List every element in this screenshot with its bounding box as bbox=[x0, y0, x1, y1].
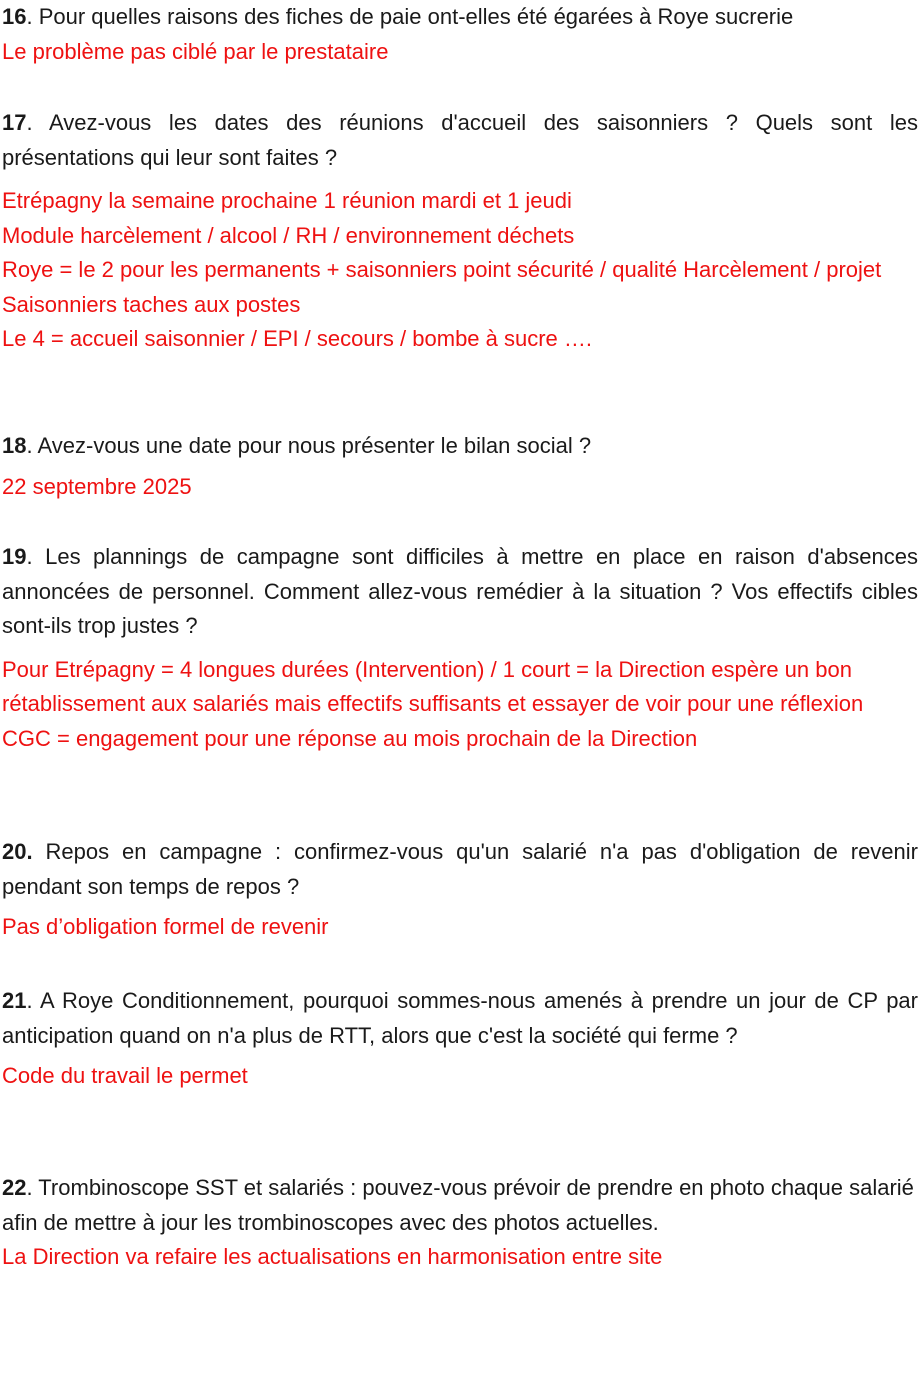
question-number: 19 bbox=[2, 544, 27, 569]
question-block-18 bbox=[2, 429, 918, 504]
answer-line: Le problème pas ciblé par le prestataire bbox=[2, 38, 389, 64]
answer-line: Module harcèlement / alcool / RH / environnement déchets bbox=[2, 222, 575, 248]
question-number: 21 bbox=[2, 988, 27, 1013]
answer-line: Saisonniers taches aux postes bbox=[2, 291, 301, 317]
answer-line: Code du travail le permet bbox=[2, 1063, 248, 1088]
answer-line: Etrépagny la semaine prochaine 1 réunion mardi et 1 jeudi bbox=[2, 188, 572, 213]
question-text: 22. Trombinoscope SST et salariés : pouvez-vous prévoir de prendre en photo chaque salarié afin de mettre à jour les trombinoscopes avec des photos actuelles. bbox=[2, 1175, 914, 1235]
answer-line: Roye = le 2 pour les permanents + saisonniers point sécurité / qualité Harcèlement / projet bbox=[2, 257, 882, 282]
question-text: 19. Les plannings de campagne sont difficiles à mettre en place en raison d'absences annoncées de personnel. Comment allez-vous remédier à la situation ? Vos effectifs cibles sont-ils trop justes ? bbox=[2, 544, 918, 638]
answer-line: Le 4 = accueil saisonnier / EPI / secours / bombe à sucre …. bbox=[2, 326, 593, 351]
question-block-17 bbox=[2, 106, 918, 357]
question-block-22 bbox=[2, 1171, 918, 1275]
question-block-21 bbox=[2, 984, 918, 1094]
question-block-20 bbox=[2, 835, 918, 945]
answer-line: Pas d’obligation formel de revenir bbox=[2, 914, 329, 939]
question-text: 16. Pour quelles raisons des fiches de paie ont-elles été égarées à Roye sucrerie bbox=[2, 4, 794, 29]
question-text: 21. A Roye Conditionnement, pourquoi sommes-nous amenés à prendre un jour de CP par anticipation quand on n'a plus de RTT, alors que c'est la société qui ferme ? bbox=[2, 988, 918, 1048]
answer-line: Pour Etrépagny = 4 longues durées (Intervention) / 1 court = la Direction espère un bon rétablissement aux salariés mais effectifs suffisants et essayer de voir pour une réflexion bbox=[2, 656, 864, 716]
answer-line: La Direction va refaire les actualisations en harmonisation entre site bbox=[2, 1244, 663, 1269]
answer-line: 22 septembre 2025 bbox=[2, 473, 192, 499]
answer-line: CGC = engagement pour une réponse au mois prochain de la Direction bbox=[2, 725, 698, 751]
question-text: 17. Avez-vous les dates des réunions d'accueil des saisonniers ? Quels sont les présentations qui leur sont faites ? bbox=[2, 110, 918, 170]
question-number: 16 bbox=[2, 4, 27, 29]
question-block-19 bbox=[2, 540, 918, 756]
question-number: 18 bbox=[2, 433, 27, 458]
question-block-16 bbox=[2, 0, 918, 69]
question-number: 20. bbox=[2, 839, 33, 864]
question-number: 22 bbox=[2, 1175, 27, 1200]
question-text: 20. Repos en campagne : confirmez-vous qu'un salarié n'a pas d'obligation de revenir pendant son temps de repos ? bbox=[2, 839, 918, 899]
question-number: 17 bbox=[2, 110, 27, 135]
question-text: 18. Avez-vous une date pour nous présenter le bilan social ? bbox=[2, 433, 592, 458]
